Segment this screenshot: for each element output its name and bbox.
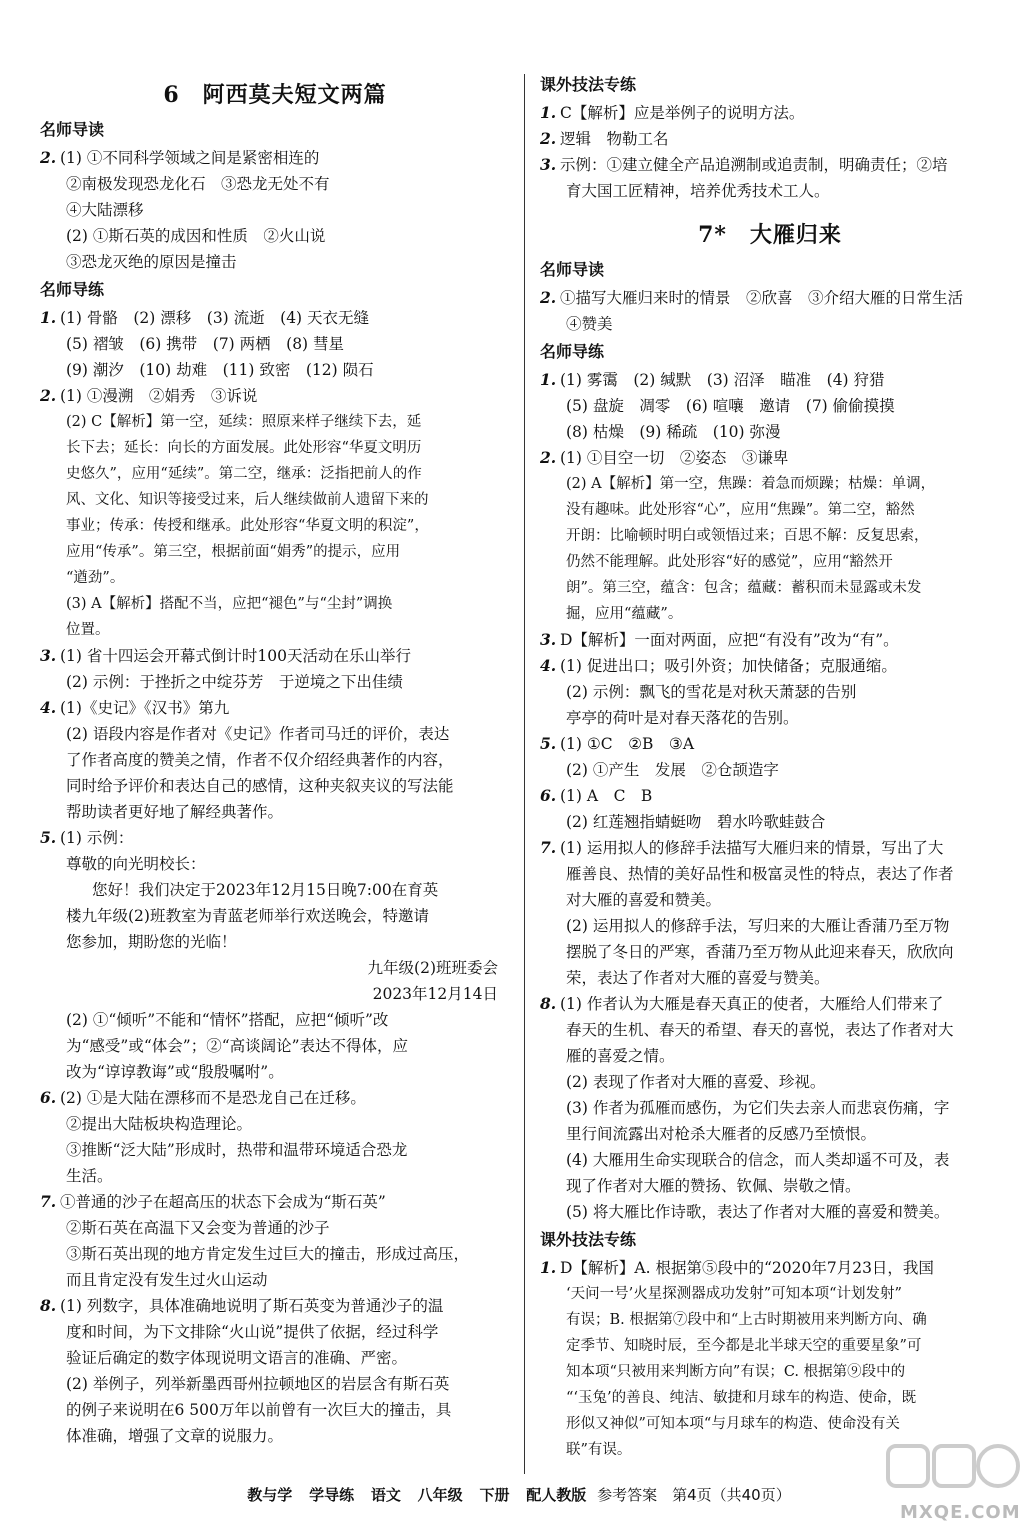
item-text: C【解析】应是举例子的说明方法。 bbox=[560, 104, 805, 122]
answer-line: (2) A【解析】第一空，焦躁：着急而烦躁；枯燥：单调， bbox=[566, 476, 936, 492]
footer-brand: 教与学 bbox=[247, 1486, 293, 1504]
answer-line: 形似又神似”可知本项“与月球车的构造、使命没有关 bbox=[566, 1416, 900, 1432]
answer-item bbox=[540, 627, 1000, 653]
answer-line: 您参加，期盼您的光临！ bbox=[66, 933, 237, 951]
answer-line: 掘，应用“蕴藏”。 bbox=[566, 606, 683, 622]
item-number: 8. bbox=[40, 1296, 57, 1315]
answer-line: (2) ①“倾听”不能和“情怀”搭配，应把“倾听”改 bbox=[66, 1011, 389, 1029]
answer-line: ③推断“泛大陆”形成时，热带和温带环境适合恐龙 bbox=[66, 1141, 408, 1159]
item-number: 1. bbox=[540, 370, 557, 389]
section-heading: 名师导练 bbox=[40, 280, 105, 299]
answer-line: 亭亭的荷叶是对春天落花的告别。 bbox=[566, 709, 799, 727]
answer-item bbox=[540, 152, 1000, 178]
item-text: D【解析】A. 根据第⑤段中的“2020年7月23日，我国 bbox=[560, 1259, 934, 1277]
answer-line: ③斯石英出现的地方肯定发生过巨大的撞击，形成过高压， bbox=[66, 1245, 470, 1263]
answer-item bbox=[540, 1255, 1000, 1281]
answer-line: 里行间流露出对枪杀大雁者的反感乃至愤恨。 bbox=[566, 1125, 877, 1143]
page-footer bbox=[0, 1484, 1032, 1505]
answer-line: 荣，表达了作者对大雁的喜爱与赞美。 bbox=[566, 969, 830, 987]
item-number: 7. bbox=[540, 838, 557, 857]
item-text: D【解析】一面对两面，应把“有没有”改为“有”。 bbox=[560, 631, 899, 649]
answer-line: 九年级(2)班班委会 bbox=[367, 959, 498, 977]
section-heading: 课外技法专练 bbox=[540, 75, 637, 94]
answer-line: 的例子来说明在6 500万年以前曾有一次巨大的撞击，具 bbox=[66, 1401, 452, 1419]
item-text: (1) 运用拟人的修辞手法描写大雁归来的情景，写出了大 bbox=[560, 839, 944, 857]
item-number: 3. bbox=[540, 630, 557, 649]
item-number: 2. bbox=[540, 448, 557, 467]
answer-line: 为“感受”或“体会”；②“高谈阔论”表达不得体，应 bbox=[66, 1037, 409, 1055]
answer-line: 史悠久”，应用“延续”。第二空，继承：泛指把前人的作 bbox=[66, 466, 422, 482]
right-column bbox=[540, 70, 1000, 1463]
item-text: 逻辑 物勒工名 bbox=[560, 130, 669, 148]
answer-line: (2) 语段内容是作者对《史记》作者司马迁的评价，表达 bbox=[66, 725, 450, 743]
answer-line: 朗”。第三空，蕴含：包含；蕴藏：蓄积而未显露或未发 bbox=[566, 580, 922, 596]
answer-item bbox=[40, 305, 510, 331]
item-text: (1) A C B bbox=[560, 787, 653, 805]
answer-line: (2) 运用拟人的修辞手法，写归来的大雁让香蒲乃至万物 bbox=[566, 917, 950, 935]
item-number: 1. bbox=[540, 103, 557, 122]
item-text: (1) 列数字，具体准确地说明了斯石英变为普通沙子的温 bbox=[60, 1297, 444, 1315]
answer-line: 育大国工匠精神，培养优秀技术工人。 bbox=[566, 182, 830, 200]
answer-line: 位置。 bbox=[66, 622, 110, 638]
answer-line: (2) ①产生 发展 ②仓颉造字 bbox=[566, 761, 779, 779]
answer-line: (2) C【解析】第一空，延续：照原来样子继续下去，延 bbox=[66, 414, 422, 430]
item-number: 3. bbox=[540, 155, 557, 174]
left-column bbox=[40, 70, 510, 1449]
answer-line: (2) 示例：飘飞的雪花是对秋天萧瑟的告别 bbox=[566, 683, 857, 701]
section-heading: 名师导读 bbox=[40, 120, 105, 139]
item-number: 6. bbox=[540, 786, 557, 805]
answer-item bbox=[540, 367, 1000, 393]
answer-item bbox=[540, 100, 1000, 126]
answer-line: (9) 潮汐 (10) 劫难 (11) 致密 (12) 陨石 bbox=[66, 361, 374, 379]
answer-line: (2) 红莲翘指蜻蜓吻 碧水吟歌蛙鼓合 bbox=[566, 813, 826, 831]
item-text: (1) 省十四运会开幕式倒计时100天活动在乐山举行 bbox=[60, 647, 411, 665]
item-number: 3. bbox=[40, 646, 57, 665]
watermark-text: MXQE.COM bbox=[900, 1502, 1021, 1523]
answer-line: (2) 举例子，列举新墨西哥州拉顿地区的岩层含有斯石英 bbox=[66, 1375, 450, 1393]
item-number: 5. bbox=[40, 828, 57, 847]
answer-line: 风、文化、知识等接受过来，后人继续做前人遗留下来的 bbox=[66, 492, 429, 508]
item-number: 8. bbox=[540, 994, 557, 1013]
right-top-content bbox=[540, 72, 1000, 204]
answer-item bbox=[40, 145, 510, 171]
answer-line: ④大陆漂移 bbox=[66, 201, 144, 219]
answer-line: ②南极发现恐龙化石 ③恐龙无处不有 bbox=[66, 175, 330, 193]
item-number: 2. bbox=[540, 129, 557, 148]
item-text: (1) ①C ②B ③A bbox=[560, 735, 695, 753]
item-text: (1) ①漫溯 ②娟秀 ③诉说 bbox=[60, 387, 258, 405]
answer-line: 现了作者对大雁的赞扬、钦佩、崇敬之情。 bbox=[566, 1177, 861, 1195]
answer-line: 没有趣味。此处形容“心”，应用“焦躁”。第二空，豁然 bbox=[566, 502, 915, 518]
answer-item bbox=[40, 1189, 510, 1215]
answer-item bbox=[40, 1085, 510, 1111]
right-content bbox=[540, 257, 1000, 1463]
item-number: 2. bbox=[40, 148, 57, 167]
item-text: (1) ①目空一切 ②姿态 ③谦卑 bbox=[560, 449, 789, 467]
answer-line: 雁善良、热情的美好品性和极富灵性的特点，表达了作者 bbox=[566, 865, 954, 883]
answer-line: 帮助读者更好地了解经典著作。 bbox=[66, 803, 284, 821]
lesson-title-7: 7* 大雁归来 bbox=[698, 222, 842, 248]
answer-line: 而且肯定没有发生过火山运动 bbox=[66, 1271, 268, 1289]
answer-item bbox=[540, 991, 1000, 1017]
answer-line: (3) 作者为孤雁而感伤，为它们失去亲人而悲哀伤痛，字 bbox=[566, 1099, 950, 1117]
item-number: 1. bbox=[40, 308, 57, 327]
answer-line: 楼九年级(2)班教室为青蓝老师举行欢送晚会，特邀请 bbox=[66, 907, 429, 925]
answer-line: (5) 将大雁比作诗歌，表达了作者对大雁的喜爱和赞美。 bbox=[566, 1203, 950, 1221]
answer-line: 同时给予评价和表达自己的感情，这种夹叙夹议的写法能 bbox=[66, 777, 454, 795]
item-number: 1. bbox=[540, 1258, 557, 1277]
answer-line: (2) 示例：于挫折之中绽芬芳 于逆境之下出佳绩 bbox=[66, 673, 403, 691]
item-text: (1) 示例： bbox=[60, 829, 134, 847]
answer-item bbox=[540, 653, 1000, 679]
left-content bbox=[40, 117, 510, 1449]
answer-line: 度和时间，为下文排除“火山说”提供了依据，经过科学 bbox=[66, 1323, 439, 1341]
answer-line: “遒劲”。 bbox=[66, 570, 125, 586]
item-text: (1)《史记》《汉书》第九 bbox=[60, 699, 230, 717]
footer-subject: 语文 bbox=[370, 1486, 401, 1504]
answer-line: 仍然不能理解。此处形容“好的感觉”，应用“豁然开 bbox=[566, 554, 893, 570]
item-number: 6. bbox=[40, 1088, 57, 1107]
answer-line: 有误；B. 根据第⑦段中和“上古时期被用来判断方向、确 bbox=[566, 1312, 927, 1328]
answer-line: 改为“谆谆教诲”或“殷殷嘱咐”。 bbox=[66, 1063, 284, 1081]
item-number: 2. bbox=[40, 386, 57, 405]
footer-page-info: 参考答案 第4页（共40页） bbox=[597, 1486, 791, 1504]
answer-line: (2) 表现了作者对大雁的喜爱、珍视。 bbox=[566, 1073, 826, 1091]
answer-line: 长下去；延长：向长的方面发展。此处形容“华夏文明历 bbox=[66, 440, 422, 456]
answer-line: ③恐龙灭绝的原因是撞击 bbox=[66, 253, 237, 271]
column-divider bbox=[524, 74, 525, 1474]
item-text: ①普通的沙子在超高压的状态下会成为“斯石英” bbox=[60, 1193, 386, 1211]
answer-line: 联”有误。 bbox=[566, 1442, 632, 1458]
item-text: (1) 雾霭 (2) 缄默 (3) 沼泽 瞄准 (4) 狩猎 bbox=[560, 371, 885, 389]
answer-line: 2023年12月14日 bbox=[372, 985, 498, 1003]
item-text: (1) 骨骼 (2) 漂移 (3) 流逝 (4) 天衣无缝 bbox=[60, 309, 370, 327]
answer-line: 您好！我们决定于2023年12月15日晚7:00在育英 bbox=[92, 881, 439, 899]
answer-line: 雁的喜爱之情。 bbox=[566, 1047, 675, 1065]
item-number: 4. bbox=[40, 698, 57, 717]
answer-item bbox=[540, 731, 1000, 757]
answer-item bbox=[40, 695, 510, 721]
answer-item bbox=[540, 835, 1000, 861]
answer-line: 开朗：比喻顿时明白或领悟过来；百思不解：反复思索， bbox=[566, 528, 929, 544]
answer-line: 知本项“只被用来判断方向”有误；C. 根据第⑨段中的 bbox=[566, 1364, 906, 1380]
answer-line: 对大雁的喜爱和赞美。 bbox=[566, 891, 722, 909]
footer-edition: 配人教版 bbox=[526, 1486, 587, 1504]
section-heading: 名师导读 bbox=[540, 260, 605, 279]
item-number: 5. bbox=[540, 734, 557, 753]
footer-volume: 下册 bbox=[479, 1486, 510, 1504]
answer-line: 摆脱了冬日的严寒，香蒲乃至万物从此迎来春天，欣欣向 bbox=[566, 943, 954, 961]
answer-line: 了作者高度的赞美之情，作者不仅介绍经典著作的内容， bbox=[66, 751, 454, 769]
answer-line: “‘玉兔’的善良、纯洁、敏捷和月球车的构造、使命，既 bbox=[566, 1390, 917, 1406]
answer-line: (4) 大雁用生命实现联合的信念，而人类却遥不可及，表 bbox=[566, 1151, 950, 1169]
item-number: 2. bbox=[540, 288, 557, 307]
answer-line: 应用“传承”。第三空，根据前面“娟秀”的提示，应用 bbox=[66, 544, 401, 560]
item-number: 4. bbox=[540, 656, 557, 675]
answer-item bbox=[540, 445, 1000, 471]
answer-line: 体准确，增强了文章的说服力。 bbox=[66, 1427, 284, 1445]
answer-line: 生活。 bbox=[66, 1167, 113, 1185]
item-text: (1) 促进出口；吸引外资；加快储备；克服通缩。 bbox=[560, 657, 897, 675]
item-text: ①描写大雁归来时的情景 ②欣喜 ③介绍大雁的日常生活 bbox=[560, 289, 964, 307]
lesson-title-6: 6 阿西莫夫短文两篇 bbox=[163, 82, 387, 108]
answer-line: ‘天问一号’火星探测器成功发射”可知本项“计划发射” bbox=[566, 1286, 902, 1302]
item-text: (1) ①不同科学领域之间是紧密相连的 bbox=[60, 149, 320, 167]
answer-line: 尊敬的向光明校长： bbox=[66, 855, 206, 873]
answer-line: (8) 枯燥 (9) 稀疏 (10) 弥漫 bbox=[566, 423, 781, 441]
answer-line: 春天的生机、春天的希望、春天的喜悦，表达了作者对大 bbox=[566, 1021, 954, 1039]
section-heading: 名师导练 bbox=[540, 342, 605, 361]
item-text: (2) ①是大陆在漂移而不是恐龙自己在迁移。 bbox=[60, 1089, 366, 1107]
answer-item bbox=[40, 825, 510, 851]
answer-line: (3) A【解析】搭配不当，应把“褪色”与“尘封”调换 bbox=[66, 596, 393, 612]
answer-item bbox=[40, 1293, 510, 1319]
answer-line: 定季节、知晓时辰，至今都是北半球天空的重要星象”可 bbox=[566, 1338, 922, 1354]
footer-grade: 八年级 bbox=[417, 1486, 463, 1504]
answer-item bbox=[40, 383, 510, 409]
item-text: 示例：①建立健全产品追溯制或追责制，明确责任；②培 bbox=[560, 156, 948, 174]
answer-item bbox=[540, 285, 1000, 311]
answer-line: ②提出大陆板块构造理论。 bbox=[66, 1115, 253, 1133]
answer-item bbox=[40, 643, 510, 669]
item-text: (1) 作者认为大雁是春天真正的使者，大雁给人们带来了 bbox=[560, 995, 944, 1013]
answer-line: (5) 褶皱 (6) 携带 (7) 两栖 (8) 彗星 bbox=[66, 335, 345, 353]
item-number: 7. bbox=[40, 1192, 57, 1211]
answer-line: 验证后确定的数字体现说明文语言的准确、严密。 bbox=[66, 1349, 408, 1367]
answer-line: (2) ①斯石英的成因和性质 ②火山说 bbox=[66, 227, 326, 245]
answer-line: ②斯石英在高温下又会变为普通的沙子 bbox=[66, 1219, 330, 1237]
answer-item bbox=[540, 126, 1000, 152]
answer-line: 事业；传承：传授和继承。此处形容“华夏文明的积淀”， bbox=[66, 518, 429, 534]
answer-line: ④赞美 bbox=[566, 315, 613, 333]
answer-item bbox=[540, 783, 1000, 809]
section-heading: 课外技法专练 bbox=[540, 1230, 637, 1249]
answer-line: (5) 盘旋 凋零 (6) 喧嚷 邀请 (7) 偷偷摸摸 bbox=[566, 397, 895, 415]
footer-series: 学导练 bbox=[309, 1486, 355, 1504]
